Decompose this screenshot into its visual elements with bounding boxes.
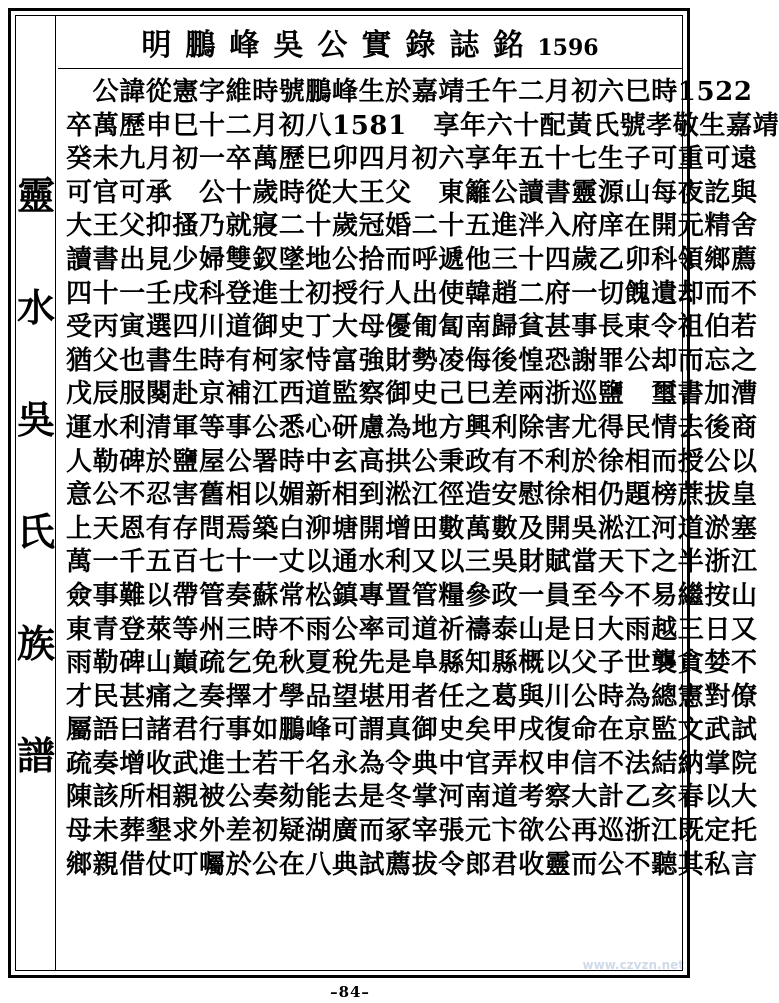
page-number: –84– xyxy=(330,983,370,1001)
text-line: 受丙寅選四川道御史丁大母優匍匐南歸貧甚事長東令祖伯若 xyxy=(66,312,758,343)
spine-character: 水 xyxy=(16,285,55,330)
text-line: 戊辰服闋赴京補江西道監察御史己巳差兩浙巡鹽 璽書加漕 xyxy=(66,379,758,410)
text-line: 東青登萊等州三時不雨公率司道祈禱泰山是日大雨越三日又 xyxy=(66,614,758,645)
text-line: 萬一千五百七十一丈以通水利又以三吳財賦當天下之半浙江 xyxy=(66,547,758,578)
title-text: 明鵬峰吳公實錄誌銘 xyxy=(141,28,538,63)
spine-character: 吳 xyxy=(16,397,55,442)
genealogy-spine-column xyxy=(16,16,56,970)
text-line: 鄉親借仗叮囑於公在八典試薦拔令郎君收靈而公不聽其私言 xyxy=(66,849,758,880)
spine-character: 譜 xyxy=(16,733,55,778)
text-line: 卒萬歷申巳十二月初八1581 享年六十配黃氏號孝敬生嘉靖 xyxy=(66,110,779,141)
text-line: 可官可承 公十歲時從大王父 東籬公讀書靈源山每夜訖與 xyxy=(66,177,758,208)
site-watermark xyxy=(556,920,686,976)
text-line: 癸未九月初一卒萬歷巳卯四月初六享年五十七生子可重可遠 xyxy=(66,144,758,175)
text-line: 公諱從憲字維時號鵬峰生於嘉靖壬午二月初六巳時1522 xyxy=(66,77,753,107)
page-title xyxy=(58,20,682,66)
text-line: 猶父也書生時有柯家恃富強財勢凌侮後惶恐謝罪公却而忘之 xyxy=(66,345,758,376)
watermark-url: www.czvzn.net xyxy=(582,958,684,972)
text-line: 才民甚痛之奏擇才學品望堪用者任之葛與川公時為總憲對僚 xyxy=(66,681,758,712)
text-line: 雨勒碑山巔疏乞免秋夏稅先是阜縣知縣概以父子世襲貪婪不 xyxy=(66,648,758,679)
text-line: 屬語曰諸君行事如鵬峰可謂真御史矣甲戌復命在京監文武試 xyxy=(66,715,758,746)
text-line: 上天恩有存問焉築白泖塘開增田數萬數及開吳淞江河道淤塞 xyxy=(66,513,758,544)
text-line: 讀書出見少婦雙釵墜地公拾而呼遞他三十四歲乙卯科領鄉薦 xyxy=(66,244,758,275)
title-year: 1596 xyxy=(537,35,599,61)
text-line: 四十一壬戌科登進士初授行人出使韓趙二府一切餽遺却而不 xyxy=(66,278,758,309)
text-line: 運水利清軍等事公悉心研慮為地方興利除害尤得民情去後商 xyxy=(66,412,758,443)
spine-character: 氏 xyxy=(16,509,55,554)
text-line: 僉事難以帶管奏蘇常松鎮專置管糧參政一員至今不易繼按山 xyxy=(66,580,758,611)
title-divider xyxy=(58,68,682,69)
text-line: 母未葬墾求外差初疑湖廣而冢宰張元卞欲公再巡浙江既定托 xyxy=(66,816,758,847)
text-line: 陳該所相親被公奏劾能去是冬掌河南道考察大計乙亥春以大 xyxy=(66,782,758,813)
text-line: 疏奏增收武進士若干名永為令典中官弄权申信不法結納掌院 xyxy=(66,748,758,779)
text-line: 大王父抑搔乃就寢二十歲冠婚二十五進泮入府庠在開元精舍 xyxy=(66,211,758,242)
epitaph-body xyxy=(66,76,779,882)
spine-character: 靈 xyxy=(16,173,55,218)
main-text-panel xyxy=(58,16,779,970)
spine-character: 族 xyxy=(16,621,55,666)
text-line: 人勒碑於鹽屋公署時中玄高拱公秉政有不利於徐相而授公以 xyxy=(66,446,758,477)
text-line: 意公不忍害舊相以媚新相到淞江徑造安慰徐相仍題榜蔗拔皇 xyxy=(66,480,758,511)
